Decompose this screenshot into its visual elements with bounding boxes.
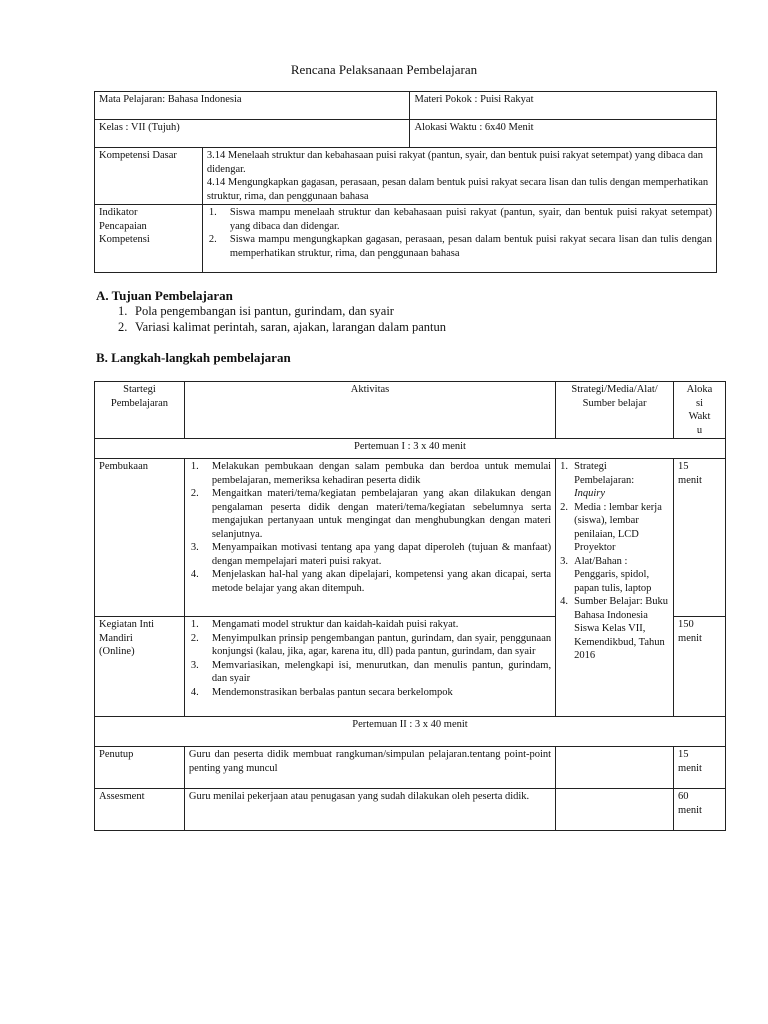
closing-label: Penutup xyxy=(95,747,185,789)
topic-cell: Materi Pokok : Puisi Rakyat xyxy=(410,92,717,120)
closing-time: 15 menit xyxy=(674,747,726,789)
activity-item: 3. Memvariasikan, melengkapi isi, menurutkan, dan menulis pantun, gurindam, dan syair xyxy=(190,659,552,684)
header-allocation: Aloka si Wakt u xyxy=(674,382,726,439)
section-a-heading: A. Tujuan Pembelajaran xyxy=(96,288,233,303)
meeting-2-row: Pertemuan II : 3 x 40 menit xyxy=(95,717,726,747)
resource-item: 3. Alat/Bahan : Penggaris, spidol, papan tulis, laptop xyxy=(560,555,652,594)
core-label: Kegiatan Inti Mandiri (Online) xyxy=(95,617,185,717)
activity-item: 3. Menyampaikan motivasi tentang apa yang dapat diperoleh (tujuan & manfaat) dengan mempelajari materi puisi rakyat. xyxy=(190,542,552,567)
goal-item: 1. Pola pengembangan isi pantun, gurindam, dan syair xyxy=(118,304,394,318)
header-strategy: Startegi Pembelajaran xyxy=(95,382,185,439)
activity-item: 1. Mengamati model struktur dan kaidah-kaidah puisi rakyat. xyxy=(190,619,459,630)
time-allocation-cell: Alokasi Waktu : 6x40 Menit xyxy=(410,120,717,148)
activity-item: 4. Menjelaskan hal-hal yang akan dipelajari, kompetensi yang akan dicapai, serta metode belajar yang akan ditempuh. xyxy=(190,569,552,594)
activity-item: 2. Mengaitkan materi/tema/kegiatan pembelajaran yang akan dilakukan dengan pengalaman peserta didik dengan materi/tema/kegiatan sebelumnya serta mengajukan pertanyaan untuk mengingat dan menghubungkan dengan materi selanjutnya. xyxy=(190,488,552,540)
assessment-label: Assesment xyxy=(95,789,185,831)
activity-item: 2. Menyimpulkan prinsip pengembangan pantun, gurindam, dan syair, penggunaan konjungsi (kalau, jika, agar, karena itu, dll) pada pantun, gurindam, dan syair xyxy=(190,632,552,657)
indicator-label: Indikator Pencapaian Kompetensi xyxy=(95,205,203,273)
goal-item: 2. Variasi kalimat perintah, saran, ajakan, larangan dalam pantun xyxy=(118,320,446,334)
opening-time: 15 menit xyxy=(674,459,726,617)
lesson-info-table xyxy=(94,91,717,273)
header-activity: Aktivitas xyxy=(184,382,555,439)
kd-content xyxy=(202,148,716,205)
class-cell: Kelas : VII (Tujuh) xyxy=(95,120,410,148)
learning-steps-table xyxy=(94,381,726,831)
activity-item: 4. Mendemonstrasikan berbalas pantun secara berkelompok xyxy=(190,686,453,698)
indicator-item: 1. Siswa mampu menelaah struktur dan kebahasaan puisi rakyat (pantun, syair, dan bentuk puisi rakyat setempat) yang dibaca dan didengar. xyxy=(208,207,712,232)
meeting-1-row: Pertemuan I : 3 x 40 menit xyxy=(95,439,726,459)
activity-item: 1. Melakukan pembukaan dengan salam pembuka dan berdoa untuk memulai pembelajaran, memeriksa kehadiran peserta didik xyxy=(190,461,552,486)
core-activities xyxy=(184,617,555,717)
indicator-content xyxy=(202,205,716,273)
assessment-media xyxy=(556,789,674,831)
closing-media xyxy=(556,747,674,789)
assessment-activity: Guru menilai pekerjaan atau penugasan yang sudah dilakukan oleh peserta didik. xyxy=(184,789,555,831)
header-media: Strategi/Media/Alat/ Sumber belajar xyxy=(556,382,674,439)
kd-item: 4.14 Mengungkapkan gagasan, perasaan, pesan dalam bentuk puisi rakyat secara lisan dan tulis dengan memperhatikan struktur, rima, dan penggunaan bahasa xyxy=(206,177,709,202)
opening-label: Pembukaan xyxy=(95,459,185,617)
indicator-item: 2. Siswa mampu mengungkapkan gagasan, perasaan, pesan dalam bentuk puisi rakyat secara lisan dan tulis dengan memperhatikan struktur, rima, dan penggunaan bahasa xyxy=(208,234,712,259)
opening-activities xyxy=(184,459,555,617)
goals-list xyxy=(118,303,446,335)
document-title: Rencana Pelaksanaan Pembelajaran xyxy=(290,62,478,77)
core-time: 150 menit xyxy=(674,617,726,717)
kd-item: 3.14 Menelaah struktur dan kebahasaan puisi rakyat (pantun, syair, dan bentuk puisi rakyat setempat) yang dibaca dan didengar. xyxy=(206,150,704,175)
resource-item: 1. Strategi Pembelajaran: Inquiry xyxy=(560,461,635,499)
closing-activity: Guru dan peserta didik membuat rangkuman/simpulan pelajaran.tentang point-point penting yang muncul xyxy=(184,747,555,789)
section-b-heading: B. Langkah-langkah pembelajaran xyxy=(96,350,291,365)
resources-cell xyxy=(556,459,674,717)
resource-item: 2. Media : lembar kerja (siswa), lembar penilaian, LCD Proyektor xyxy=(560,501,662,553)
resource-item: 4. Sumber Belajar: Buku Bahasa Indonesia Siswa Kelas VII, Kemendikbud, Tahun 2016 xyxy=(560,596,669,661)
assessment-time: 60 menit xyxy=(674,789,726,831)
subject-cell: Mata Pelajaran: Bahasa Indonesia xyxy=(95,92,410,120)
kd-label: Kompetensi Dasar xyxy=(95,148,203,205)
